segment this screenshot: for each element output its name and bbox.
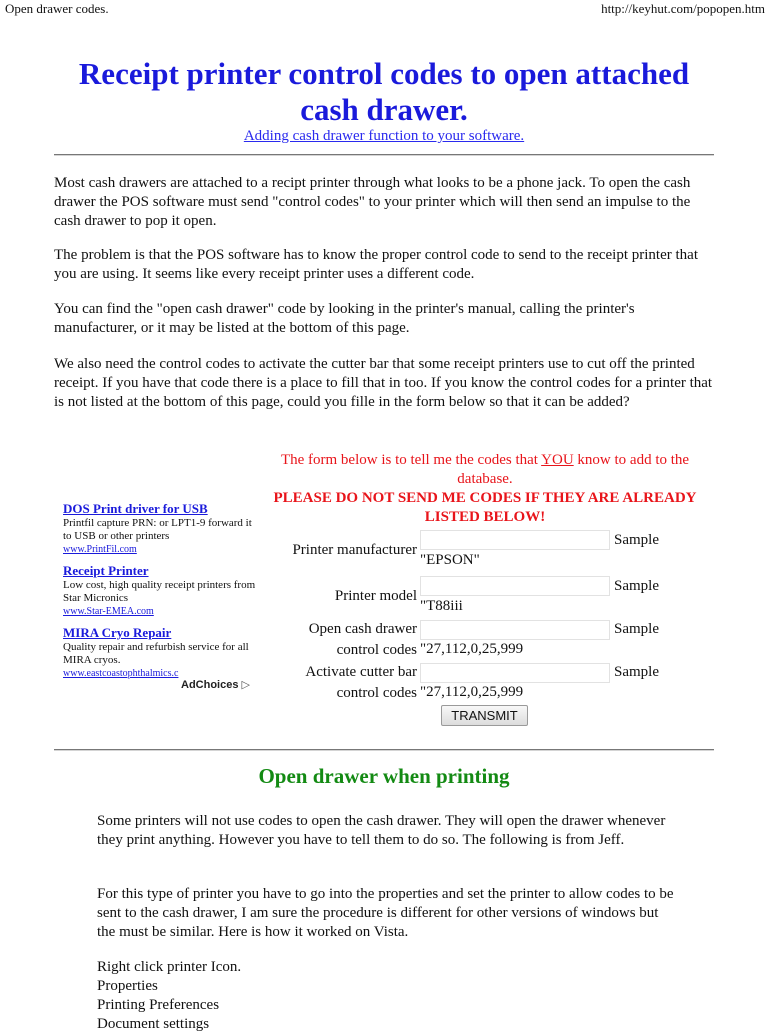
manufacturer-sample-value: "EPSON" (420, 552, 480, 568)
adchoices-icon: ▷ (241, 679, 250, 691)
list-item: Document settings (97, 1016, 210, 1032)
intro-paragraph-1: Most cash drawers are attached to a recipt printer through what looks to be a phone jack. To open the cash drawer the POS software must send "control codes" to your printer which will then send an impulse to the cash drawer to pop it open. (54, 175, 691, 229)
open-drawer-label (259, 619, 417, 661)
cutter-bar-label-line2: control codes (336, 685, 417, 701)
divider-bottom (54, 749, 714, 751)
open-drawer-label-line1: Open cash drawer (308, 621, 417, 637)
page-title: Receipt printer control codes to open attached cash drawer. (78, 56, 690, 127)
cutter-bar-codes-input[interactable] (420, 663, 610, 683)
ad-description: Quality repair and refurbish service for all MIRA cryos. (63, 641, 249, 666)
section-paragraph-2: For this type of printer you have to go into the properties and set the printer to allow codes to be sent to the cash drawer, I am sure the procedure is different for other versions of windows but the must be similar. Here is how it worked on Vista. (97, 886, 674, 940)
manufacturer-label: Printer manufacturer (292, 542, 417, 558)
intro-paragraph-2: The problem is that the POS software has to know the proper control code to send to the receipt printer that you are using. It seems like every receipt printer uses a different code. (54, 247, 698, 282)
ad-url-link[interactable]: www.PrintFil.com (63, 544, 137, 555)
cutter-bar-sample-value: "27,112,0,25,999 (420, 684, 524, 700)
ad-item (63, 625, 263, 680)
notice-emphasis: YOU (541, 452, 574, 468)
model-label: Printer model (334, 588, 417, 604)
adchoices-label: AdChoices (181, 679, 239, 691)
transmit-button[interactable]: TRANSMIT (441, 705, 528, 726)
intro-paragraph-3: You can find the "open cash drawer" code by looking in the printer's manual, calling the printer's manufacturer, or it may be listed at the bottom of this page. (54, 301, 635, 336)
open-drawer-sample-label: Sample (614, 621, 659, 637)
duplicate-codes-warning: PLEASE DO NOT SEND ME CODES IF THEY ARE ALREADY LISTED BELOW! (273, 490, 697, 525)
page-url: http://keyhut.com/popopen.htm (601, 1, 765, 16)
adding-cash-drawer-link[interactable]: Adding cash drawer function to your software. (243, 128, 525, 144)
manufacturer-sample-label: Sample (614, 532, 659, 548)
list-item: Properties (97, 978, 158, 994)
ad-title-link[interactable]: MIRA Cryo Repair (63, 625, 172, 640)
ad-description: Printfil capture PRN: or LPT1-9 forward it to USB or other printers (63, 517, 252, 542)
list-item: Right click printer Icon. (97, 959, 242, 975)
manufacturer-input[interactable] (420, 530, 610, 550)
notice-text-before: The form below is to tell me the codes that (280, 452, 542, 468)
list-item: Printing Preferences (97, 997, 220, 1013)
ad-url-link[interactable]: www.Star-EMEA.com (63, 606, 154, 617)
open-drawer-codes-input[interactable] (420, 620, 610, 640)
model-input[interactable] (420, 576, 610, 596)
cutter-bar-label-line1: Activate cutter bar (305, 664, 417, 680)
document-title: Open drawer codes. (5, 1, 109, 16)
section-title: Open drawer when printing (258, 764, 510, 788)
intro-paragraph-4: We also need the control codes to activate the cutter bar that some receipt printers use to cut off the printed receipt. If you have that code there is a place to fill that in too. If you know the control codes for a printer that is not listed at the bottom of this page, could you fille in the form below so that it can be added? (54, 356, 713, 410)
open-drawer-label-line2: control codes (336, 642, 417, 658)
form-notice (262, 451, 708, 489)
ad-description: Low cost, high quality receipt printers from Star Micronics (63, 579, 256, 604)
model-sample-value: "T88iii (420, 598, 463, 614)
ad-url-link[interactable]: www.eastcoastophthalmics.c (63, 668, 179, 679)
cutter-bar-label (259, 662, 417, 704)
ad-title-link[interactable]: DOS Print driver for USB (63, 501, 208, 516)
ad-item (63, 563, 263, 618)
model-sample-label: Sample (614, 578, 659, 594)
notice-text-after: know to add to the database. (457, 452, 690, 487)
open-drawer-sample-value: "27,112,0,25,999 (420, 641, 524, 657)
steps-list (97, 958, 241, 1034)
cutter-bar-sample-label: Sample (614, 664, 659, 680)
adchoices-badge[interactable] (181, 678, 250, 691)
section-paragraph-1: Some printers will not use codes to open the cash drawer. They will open the drawer whenever they print anything. However you have to tell them to do so. The following is from Jeff. (97, 813, 666, 848)
ad-title-link[interactable]: Receipt Printer (63, 563, 149, 578)
divider-top (54, 154, 714, 156)
ad-item (63, 501, 263, 556)
ad-panel (63, 501, 263, 687)
